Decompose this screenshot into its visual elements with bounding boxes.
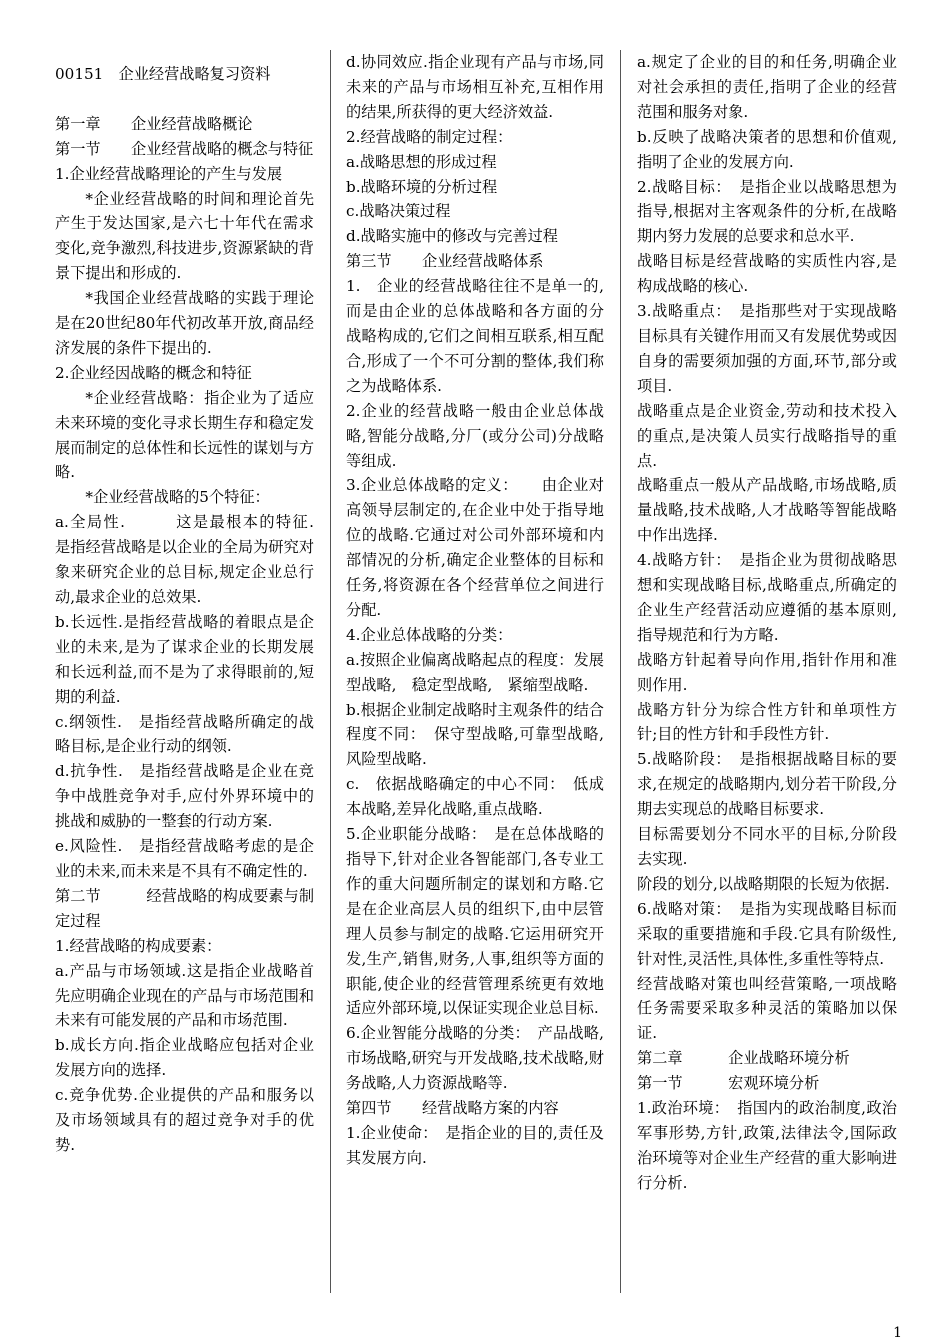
paragraph: 战略重点是企业资金,劳动和技术投入的重点,是决策人员实行战略指导的重点. xyxy=(637,401,897,470)
section-heading: 第三节 企业经营战略体系 xyxy=(346,252,544,271)
text-column-2 xyxy=(346,50,604,1171)
paragraph: 2.企业的经营战略一般由企业总体战略,智能分战略,分厂(或分公司)分战略等组成. xyxy=(346,401,604,470)
paragraph: 2.战略目标： 是指企业以战略思想为指导,根据对主客观条件的分析,在战略期内努力发展的总要求和总水平. xyxy=(637,177,897,246)
paragraph: 目标需要划分不同水平的目标,分阶段去实现. xyxy=(637,825,897,868)
paragraph: 3.战略重点： 是指那些对于实现战略目标具有关键作用而又有发展优势或因自身的需要须加强的方面,环节,部分或项目. xyxy=(637,302,897,395)
paragraph: 2.企业经因战略的概念和特征 xyxy=(55,363,252,382)
paragraph: b.长远性.是指经营战略的着眼点是企业的未来,是为了谋求企业的长期发展和长远利益,而不是为了求得眼前的,短期的利益. xyxy=(55,612,314,706)
page-number: 1 xyxy=(893,1325,902,1341)
paragraph: 1.企业经营战略理论的产生与发展 xyxy=(55,164,283,183)
paragraph: 阶段的划分,以战略期限的长短为依据. xyxy=(637,874,890,893)
paragraph: a.战略思想的形成过程 xyxy=(346,152,497,171)
section-heading: 第四节 经营战略方案的内容 xyxy=(346,1099,559,1118)
paragraph: d.协同效应.指企业现有产品与市场,同未来的产品与市场相互补充,互相作用的结果,所获得的更大经济效益. xyxy=(346,53,604,121)
text-column-3 xyxy=(637,50,897,1196)
paragraph: 1.政治环境： 指国内的政治制度,政治军事形势,方针,政策,法律法令,国际政治环境等对企业生产经营的重大影响进行分析. xyxy=(637,1099,897,1192)
paragraph: b.成长方向.指企业战略应包括对企业发展方向的选择. xyxy=(55,1036,314,1080)
paragraph: 1. 企业的经营战略往往不是单一的,而是由企业的总体战略和各方面的分战略构成的,它们之间相互联系,相互配合,形成了一个不可分割的整体,我们称之为战略体系. xyxy=(346,277,604,395)
paragraph: a.按照企业偏离战略起点的程度：发展型战略, 稳定型战略, 紧缩型战略. xyxy=(346,650,604,694)
paragraph: 战略目标是经营战略的实质性内容,是构成战略的核心. xyxy=(637,252,897,296)
paragraph: 6.企业智能分战略的分类： 产品战略,市场战略,研究与开发战略,技术战略,财务战略,人力资源战略等. xyxy=(346,1024,604,1093)
paragraph: 战略方针起着导向作用,指针作用和准则作用. xyxy=(637,650,897,694)
paragraph: 战略重点一般从产品战略,市场战略,质量战略,技术战略,人才战略等智能战略中作出选择. xyxy=(637,476,897,545)
paragraph: d.抗争性. 是指经营战略是企业在竞争中战胜竞争对手,应付外界环境中的挑战和威胁的一整套的行动方案. xyxy=(55,762,314,831)
paragraph: c.纲领性. 是指经营战略所确定的战略目标,是企业行动的纲领. xyxy=(55,712,314,756)
paragraph: *企业经营战略的5个特征： xyxy=(85,488,270,507)
section-heading: 第一节 企业经营战略的概念与特征 xyxy=(55,139,314,158)
doc-title: 00151 企业经营战略复习资料 xyxy=(55,65,271,83)
paragraph: b.战略环境的分析过程 xyxy=(346,177,498,196)
paragraph: c. 依据战略确定的中心不同： 低成本战略,差异化战略,重点战略. xyxy=(346,775,604,819)
column-divider-right xyxy=(620,50,621,1293)
paragraph: 2.经营战略的制定过程： xyxy=(346,127,513,146)
paragraph: *企业经营战略：指企业为了适应未来环境的变化寻求长期生存和稳定发展而制定的总体性和长远性的谋划与方略. xyxy=(55,388,314,482)
paragraph: *我国企业经营战略的实践于理论是在20世纪80年代初改革开放,商品经济发展的条件下提出的. xyxy=(55,289,314,357)
paragraph: 1.经营战略的构成要素： xyxy=(55,936,222,955)
paragraph: 战略方针分为综合性方针和单项性方针;目的性方针和手段性方针. xyxy=(637,700,897,744)
paragraph: a.产品与市场领域.这是指企业战略首先应明确企业现在的产品与市场范围和未来有可能发展的产品和市场范围. xyxy=(55,961,314,1030)
paragraph: 3.企业总体战略的定义： 由企业对高领导层制定的,在企业中处于指导地位的战略.它通过对公司外部环境和内部情况的分析,确定企业整体的目标和任务,将资源在各个经营单位之间进行分配. xyxy=(346,476,604,619)
paragraph: c.竞争优势.企业提供的产品和服务以及市场领域具有的超过竞争对手的优势. xyxy=(55,1086,314,1154)
paragraph: b.根据企业制定战略时主观条件的结合程度不同： 保守型战略,可靠型战略,风险型战略. xyxy=(346,700,604,769)
paragraph: 4.企业总体战略的分类： xyxy=(346,625,513,644)
paragraph: 6.战略对策： 是指为实现战略目标而采取的重要措施和手段.它具有阶级性,针对性,灵活性,具体性,多重性等特点. xyxy=(637,899,897,968)
paragraph: 5.企业职能分战略： 是在总体战略的指导下,针对企业各智能部门,各专业工作的重大问题所制定的谋划和方略.它是在企业高层人员的组织下,由中层管理人员参与制定的战略.它运用研究开发,生产,销售,财务,人事,组织等方面的职能,使企业的经营管理系统更有效地适应外部环境,以保证实现企业总目标. xyxy=(346,825,604,1018)
section-heading: 第一节 宏观环境分析 xyxy=(637,1074,820,1093)
chapter-heading: 第一章 企业经营战略概论 xyxy=(55,114,253,133)
paragraph: 5.战略阶段： 是指根据战略目标的要求,在规定的战略期内,划分若干阶段,分期去实现总的战略目标要求. xyxy=(637,750,897,819)
text-column-1 xyxy=(55,62,360,1158)
paragraph: a.全局性. 这是最根本的特征. 是指经营战略是以企业的全局为研究对象来研究企业的总目标,规定企业总行动,最求企业的总效果. xyxy=(55,513,360,607)
paragraph: d.战略实施中的修改与完善过程 xyxy=(346,227,558,246)
paragraph: c.战略决策过程 xyxy=(346,202,451,221)
paragraph: a.规定了企业的目的和任务,明确企业对社会承担的责任,指明了企业的经营范围和服务对象. xyxy=(637,53,897,121)
paragraph: 1.企业使命： 是指企业的目的,责任及其发展方向. xyxy=(346,1123,604,1167)
paragraph: 经营战略对策也叫经营策略,一项战略任务需要采取多种灵活的策略加以保证. xyxy=(637,974,897,1043)
blank-line xyxy=(55,87,314,112)
paragraph: 4.战略方针： 是指企业为贯彻战略思想和实现战略目标,战略重点,所确定的企业生产经营活动应遵循的基本原则,指导规范和行为方略. xyxy=(637,551,897,644)
paragraph: *企业经营战略的时间和理论首先产生于发达国家,是六七十年代在需求变化,竞争激烈,科技进步,资源紧缺的背景下提出和形成的. xyxy=(55,189,314,283)
paragraph: b.反映了战略决策者的思想和价值观,指明了企业的发展方向. xyxy=(637,127,897,171)
section-heading: 第二节 经营战略的构成要素与制定过程 xyxy=(55,886,314,930)
paragraph: e.风险性. 是指经营战略考虑的是企业的未来,而未来是不具有不确定性的. xyxy=(55,837,314,880)
column-divider-left xyxy=(330,50,331,1293)
chapter-heading: 第二章 企业战略环境分析 xyxy=(637,1049,850,1068)
